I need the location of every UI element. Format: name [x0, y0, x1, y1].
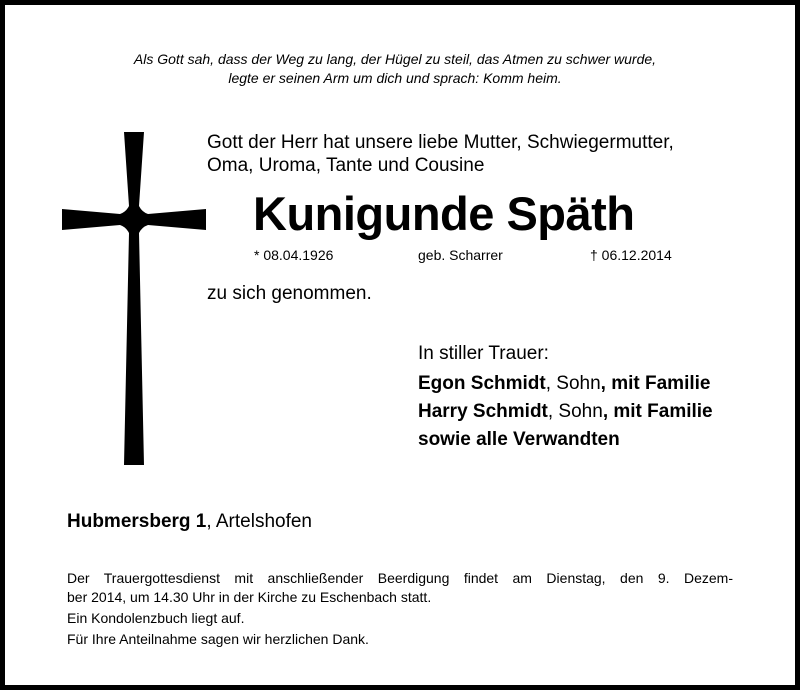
- cross-icon: [60, 132, 210, 482]
- intro-line-1: Gott der Herr hat unsere liebe Mutter, Schwiegermutter,: [207, 132, 674, 153]
- mourner-entry: [418, 370, 710, 398]
- intro-line-2: Oma, Uroma, Tante und Cousine: [207, 155, 485, 176]
- notice-line-3: Ein Kondolenzbuch liegt auf.: [67, 610, 245, 626]
- notice-line-2: ber 2014, um 14.30 Uhr in der Kirche zu Eschenbach statt.: [67, 589, 432, 605]
- notice-line-1: Der Trauergottesdienst mit anschließender Beerdigung findet am Dienstag, den 9. Dezem-: [67, 570, 733, 586]
- mourner-suffix: , mit Familie: [600, 373, 711, 394]
- notice-line-4: Für Ihre Anteilnahme sagen wir herzlichen Dank.: [67, 631, 369, 647]
- mourner-entry: [418, 398, 713, 426]
- death-date: † 06.12.2014: [590, 247, 672, 263]
- mourners-heading: In stiller Trauer:: [418, 343, 549, 364]
- mourner-suffix: , mit Familie: [602, 401, 713, 422]
- quote-line-2: legte er seinen Arm um dich und sprach: Komm heim.: [228, 70, 562, 86]
- address-town: , Artelshofen: [206, 511, 312, 532]
- maiden-name: geb. Scharrer: [418, 247, 503, 263]
- birth-date: * 08.04.1926: [254, 247, 334, 263]
- address-street: Hubmersberg 1: [67, 511, 207, 532]
- quote-line-1: Als Gott sah, dass der Weg zu lang, der Hügel zu steil, das Atmen zu schwer wurde,: [133, 51, 657, 67]
- taken-text: zu sich genommen.: [207, 283, 372, 304]
- mourner-relation: , Sohn: [545, 373, 601, 394]
- mourner-name: Egon Schmidt: [418, 373, 546, 394]
- deceased-name: Kunigunde Späth: [253, 187, 635, 240]
- address: [67, 510, 312, 534]
- mourners-closing: sowie alle Verwandten: [418, 429, 620, 450]
- mourner-relation: , Sohn: [547, 401, 603, 422]
- mourner-name: Harry Schmidt: [418, 401, 548, 422]
